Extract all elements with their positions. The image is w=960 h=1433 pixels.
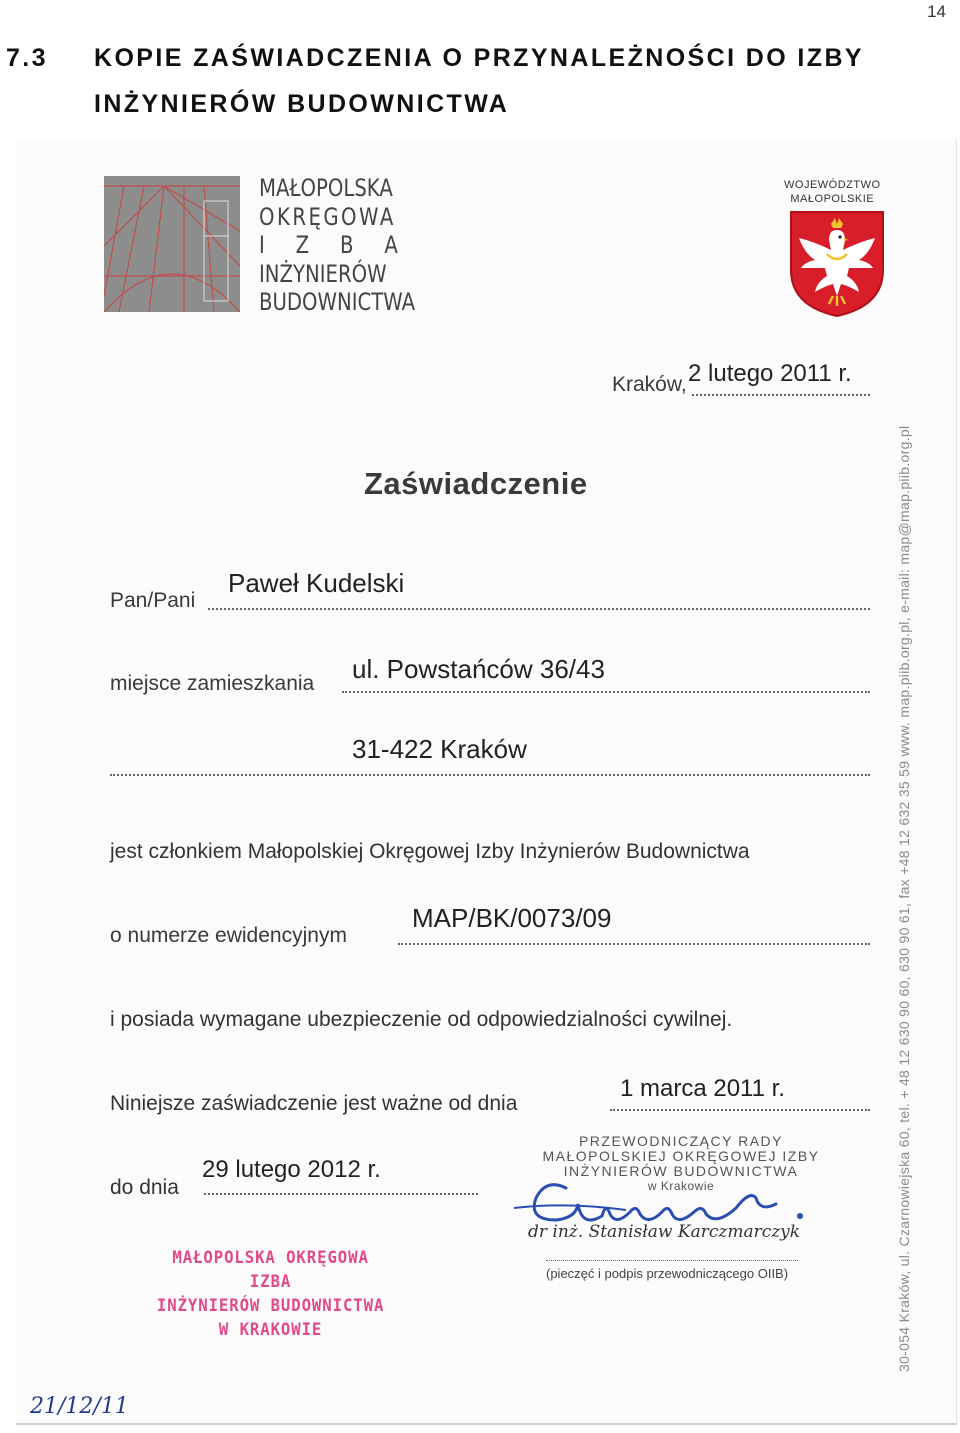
registration-number: MAP/BK/0073/09 xyxy=(412,903,612,933)
chamber-name-line1: MAŁOPOLSKA xyxy=(259,174,393,202)
name-label: Pan/Pani xyxy=(110,589,196,612)
signature-dotted-line xyxy=(546,1260,798,1261)
chairman-stamp-line3: INŻYNIERÓW BUDOWNICTWA xyxy=(563,1163,799,1179)
validity-to-label: do dnia xyxy=(110,1176,179,1199)
chamber-stamp xyxy=(151,1246,390,1342)
chamber-logo-icon xyxy=(104,176,240,312)
valid-to-date: 29 lutego 2012 r. xyxy=(202,1156,381,1183)
membership-statement: jest członkiem Małopolskiej Okręgowej Izby Inżynierów Budownictwa xyxy=(110,840,750,863)
section-title-line2: INŻYNIERÓW BUDOWNICTWA xyxy=(94,90,510,118)
valid-to-dotted-line xyxy=(204,1193,478,1195)
address-dotted-line2 xyxy=(110,774,870,776)
chamber-name-line4: INŻYNIERÓW xyxy=(259,259,387,288)
address-dotted-line1 xyxy=(342,691,870,693)
chamber-name xyxy=(259,174,415,317)
certificate-title: Zaświadczenie xyxy=(364,466,588,501)
name-value: Paweł Kudelski xyxy=(228,568,405,598)
contact-info-vertical: 30-054 Kraków, ul. Czarnowiejska 60, tel. + 48 12 630 90 60, 630 90 61, fax +48 12 632 35 59 www. map.piib.org.pl, e-mail: map@map.piib.org.pl xyxy=(896,425,912,1372)
chamber-stamp-line3: W KRAKOWIE xyxy=(218,1320,323,1340)
chamber-name-line2: OKRĘGOWA xyxy=(259,202,396,231)
valid-from-dotted-line xyxy=(610,1109,870,1111)
address-line1: ul. Powstańców 36/43 xyxy=(352,654,605,684)
insurance-statement: i posiada wymagane ubezpieczenie od odpowiedzialności cywilnej. xyxy=(110,1008,733,1031)
place-label: Kraków, xyxy=(612,373,687,396)
validity-from-label: Niniejsze zaświadczenie jest ważne od dnia xyxy=(110,1092,518,1115)
page-number: 14 xyxy=(927,2,946,21)
region-label xyxy=(784,178,881,206)
certificate-scan xyxy=(16,140,957,1425)
handwritten-note: 21/12/11 xyxy=(30,1394,129,1419)
chairman-stamp-line4: w Krakowie xyxy=(647,1179,715,1193)
registration-label: o numerze ewidencyjnym xyxy=(110,924,347,947)
date-issued: 2 lutego 2011 r. xyxy=(688,360,852,387)
signature-caption: (pieczęć i podpis przewodniczącego OIIB) xyxy=(546,1266,789,1281)
crest-eagle-icon xyxy=(789,210,885,318)
name-dotted-line xyxy=(208,608,870,610)
chamber-stamp-line2: INŻYNIERÓW BUDOWNICTWA xyxy=(156,1296,385,1316)
section-title-line1: KOPIE ZAŚWIADCZENIA O PRZYNALEŻNOŚCI DO IZBY xyxy=(94,44,864,72)
valid-from-date: 1 marca 2011 r. xyxy=(620,1075,785,1102)
date-dotted-line xyxy=(692,394,870,396)
address-label: miejsce zamieszkania xyxy=(110,672,315,695)
signer-name: dr inż. Stanisław Karczmarczyk xyxy=(528,1222,801,1242)
region-label-line1: WOJEWÓDZTWO xyxy=(784,179,881,191)
address-line2: 31-422 Kraków xyxy=(352,734,527,764)
section-number: 7.3 xyxy=(6,44,48,72)
registration-dotted-line xyxy=(398,943,870,945)
chairman-stamp-line2: MAŁOPOLSKIEJ OKRĘGOWEJ IZBY xyxy=(542,1148,820,1164)
chamber-name-line3: I Z B A xyxy=(259,231,411,259)
chamber-stamp-line1: MAŁOPOLSKA OKRĘGOWA IZBA xyxy=(172,1248,369,1292)
region-label-line2: MAŁOPOLSKIE xyxy=(790,193,875,205)
chairman-stamp-line1: PRZEWODNICZĄCY RADY xyxy=(578,1133,784,1149)
chamber-name-line5: BUDOWNICTWA xyxy=(259,288,416,316)
